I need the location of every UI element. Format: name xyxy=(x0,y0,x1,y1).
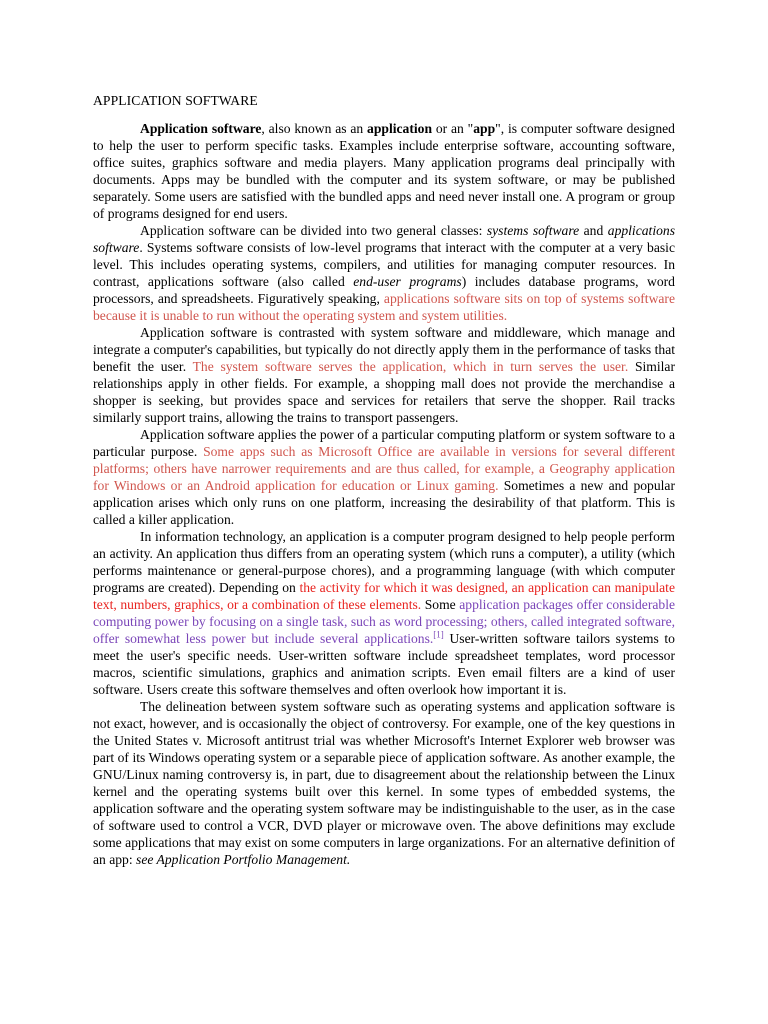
term-app: app xyxy=(473,121,496,136)
p4-text-b: Sometimes a new and popular application arises which only runs on one platform, increasing the desirability of that platform. This is called a killer application. xyxy=(93,478,675,527)
p5-text-b: Some xyxy=(421,597,460,612)
p4-highlight: Some apps such as Microsoft Office are available in versions for several different platforms; others have narrower requirements and are thus called, for example, a Geography application for Windows or an Android application for education or Linux gaming. xyxy=(93,444,676,493)
p5-highlight-purple: application packages offer considerable computing power by focusing on a single task, such as word processing; others, called integrated software, offer somewhat less power but include several applications. xyxy=(93,597,676,646)
p2-text-d: ) includes database programs, word processors, and spreadsheets. Figuratively speaking, xyxy=(93,274,675,306)
p1-text-b: or an " xyxy=(432,121,474,136)
p5-text-c: User-written software tailors systems to meet the user's specific needs. User-written software include spreadsheet templates, word processor macros, scientific simulations, graphics and animation scripts. Even email filters are a kind of user software. Users create this software themselves and often overlook how important it is. xyxy=(93,631,675,697)
term-application: application xyxy=(367,121,433,136)
term-end-user-programs: end-user programs xyxy=(353,274,462,289)
term-systems-software: systems software xyxy=(486,223,580,238)
term-applications-software: applications software xyxy=(93,223,675,255)
p2-text-a: Application software can be divided into two general classes: xyxy=(140,223,487,238)
paragraph-1 xyxy=(93,120,675,222)
paragraph-6 xyxy=(93,698,675,868)
p1-text-a: , also known as an xyxy=(261,121,368,136)
p1-text-c: ", is computer software designed to help the user to perform specific tasks. Examples include enterprise software, accounting software, office suites, graphics software and media players. Many application programs deal principally with documents. Apps may be bundled with the computer and its system software, or may be published separately. Some users are satisfied with the bundled apps and need never install one. A program or group of programs designed for end users. xyxy=(93,121,675,221)
paragraph-2 xyxy=(93,222,675,324)
p6-see-reference: see Application Portfolio Management. xyxy=(136,852,351,867)
p6-text-a: The delineation between system software such as operating systems and application software is not exact, however, and is occasionally the object of controversy. For example, one of the key questions in the United States v. Microsoft antitrust trial was whether Microsoft's Internet Explorer web browser was part of its Windows operating system or a separable piece of application software. As another example, the GNU/Linux naming controversy is, in part, due to disagreement about the relationship between the Linux kernel and the operating systems built over this kernel. In some types of embedded systems, the application software and the operating system software may be indistinguishable to the user, as in the case of software used to control a VCR, DVD player or microwave oven. The above definitions may exclude some applications that may exist on some computers in large organizations. For an alternative definition of an app: xyxy=(93,699,675,867)
p3-text-a: Application software is contrasted with system software and middleware, which manage and integrate a computer's capabilities, but typically do not directly apply them in the performance of tasks that benefit the user. xyxy=(93,325,675,374)
p5-text-a: In information technology, an application is a computer program designed to help people perform an activity. An application thus differs from an operating system (which runs a computer), a utility (which performs maintenance or general-purpose chores), and a programming language (with which computer programs are created). Depending on xyxy=(93,529,675,595)
p2-text-c: . Systems software consists of low-level programs that interact with the computer at a very basic level. This includes operating systems, compilers, and utilities for managing computer resources. In contrast, applications software (also called xyxy=(93,240,675,289)
paragraph-5 xyxy=(93,528,675,698)
paragraph-3 xyxy=(93,324,675,426)
document-title: APPLICATION SOFTWARE xyxy=(93,93,258,108)
p5-highlight-red: the activity for which it was designed, an application can manipulate text, numbers, graphics, or a combination of these elements. xyxy=(93,580,675,612)
p4-text-a: Application software applies the power of a particular computing platform or system software to a particular purpose. xyxy=(93,427,675,459)
paragraph-4 xyxy=(93,426,675,528)
p3-text-b: Similar relationships apply in other fields. For example, a shopping mall does not provide the merchandise a shopper is seeking, but provides space and services for retailers that serve the shopper. Rail tracks similarly support trains, allowing the trains to transport passengers. xyxy=(93,359,675,425)
term-application-software: Application software xyxy=(140,121,262,136)
p3-highlight: The system software serves the application, which in turn serves the user. xyxy=(192,359,629,374)
p2-highlight: applications software sits on top of systems software because it is unable to run without the operating system and system utilities. xyxy=(93,291,675,323)
p2-text-b: and xyxy=(579,223,608,238)
citation-link[interactable]: [1] xyxy=(433,629,444,640)
